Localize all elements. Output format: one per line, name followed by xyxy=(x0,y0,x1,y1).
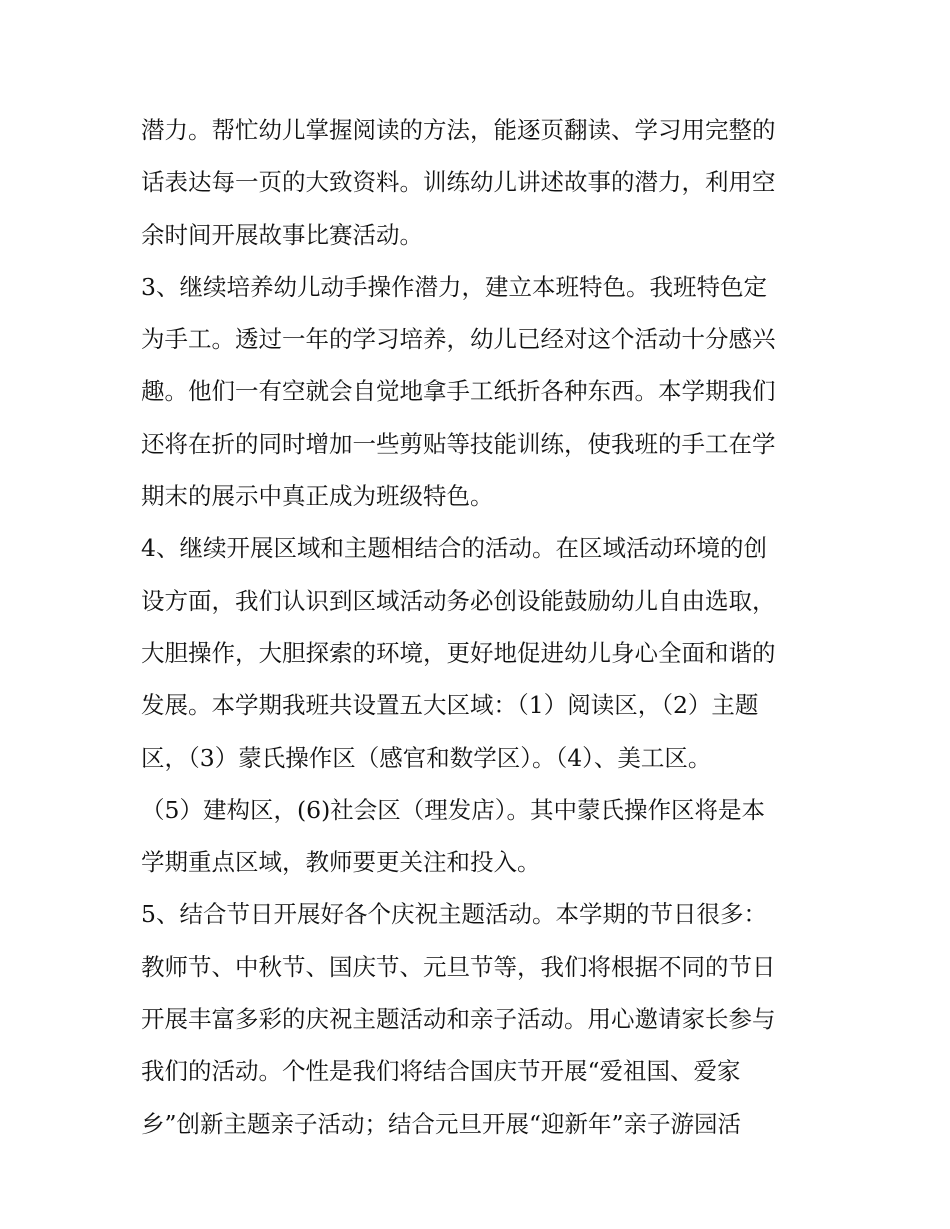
text-line: 余时间开展故事比赛活动。 xyxy=(141,220,423,249)
text-line: 教师节、中秋节、国庆节、元旦节等，我们将根据不同的节日 xyxy=(141,952,776,981)
text-line: 开展丰富多彩的庆祝主题活动和亲子活动。用心邀请家长参与 xyxy=(141,1005,776,1034)
text-line: 期末的展示中真正成为班级特色。 xyxy=(141,482,494,511)
text-line: 我们的活动。个性是我们将结合国庆节开展“爱祖国、爱家 xyxy=(141,1057,741,1086)
text-line: 3、继续培养幼儿动手操作潜力，建立本班特色。我班特色定 xyxy=(141,272,767,301)
text-line: 趣。他们一有空就会自觉地拿手工纸折各种东西。本学期我们 xyxy=(141,377,776,406)
text-line: 设方面，我们认识到区域活动务必创设能鼓励幼儿自由选取， xyxy=(141,586,776,615)
body-text xyxy=(141,104,831,1150)
text-line: 发展。本学期我班共设置五大区域：（1）阅读区，（2）主题 xyxy=(141,691,759,720)
text-line: 5、结合节日开展好各个庆祝主题活动。本学期的节日很多： xyxy=(141,900,767,929)
text-line: （5）建构区，(6)社会区（理发店）。其中蒙氏操作区将是本 xyxy=(141,795,765,824)
text-line: 还将在折的同时增加一些剪贴等技能训练，使我班的手工在学 xyxy=(141,429,776,458)
text-line: 学期重点区域，教师要更关注和投入。 xyxy=(141,848,541,877)
text-line: 潜力。帮忙幼儿掌握阅读的方法，能逐页翻读、学习用完整的 xyxy=(141,116,776,144)
text-line: 话表达每一页的大致资料。训练幼儿讲述故事的潜力，利用空 xyxy=(141,168,776,197)
text-line: 大胆操作，大胆探索的环境，更好地促进幼儿身心全面和谐的 xyxy=(141,638,776,667)
text-line: 为手工。透过一年的学习培养，幼儿已经对这个活动十分感兴 xyxy=(141,325,776,354)
text-line: 区，（3）蒙氏操作区（感官和数学区）。（4）、美工区。 xyxy=(141,743,712,772)
text-line: 乡”创新主题亲子活动；结合元旦开展“迎新年”亲子游园活 xyxy=(141,1109,742,1138)
text-line: 4、继续开展区域和主题相结合的活动。在区域活动环境的创 xyxy=(141,534,767,563)
